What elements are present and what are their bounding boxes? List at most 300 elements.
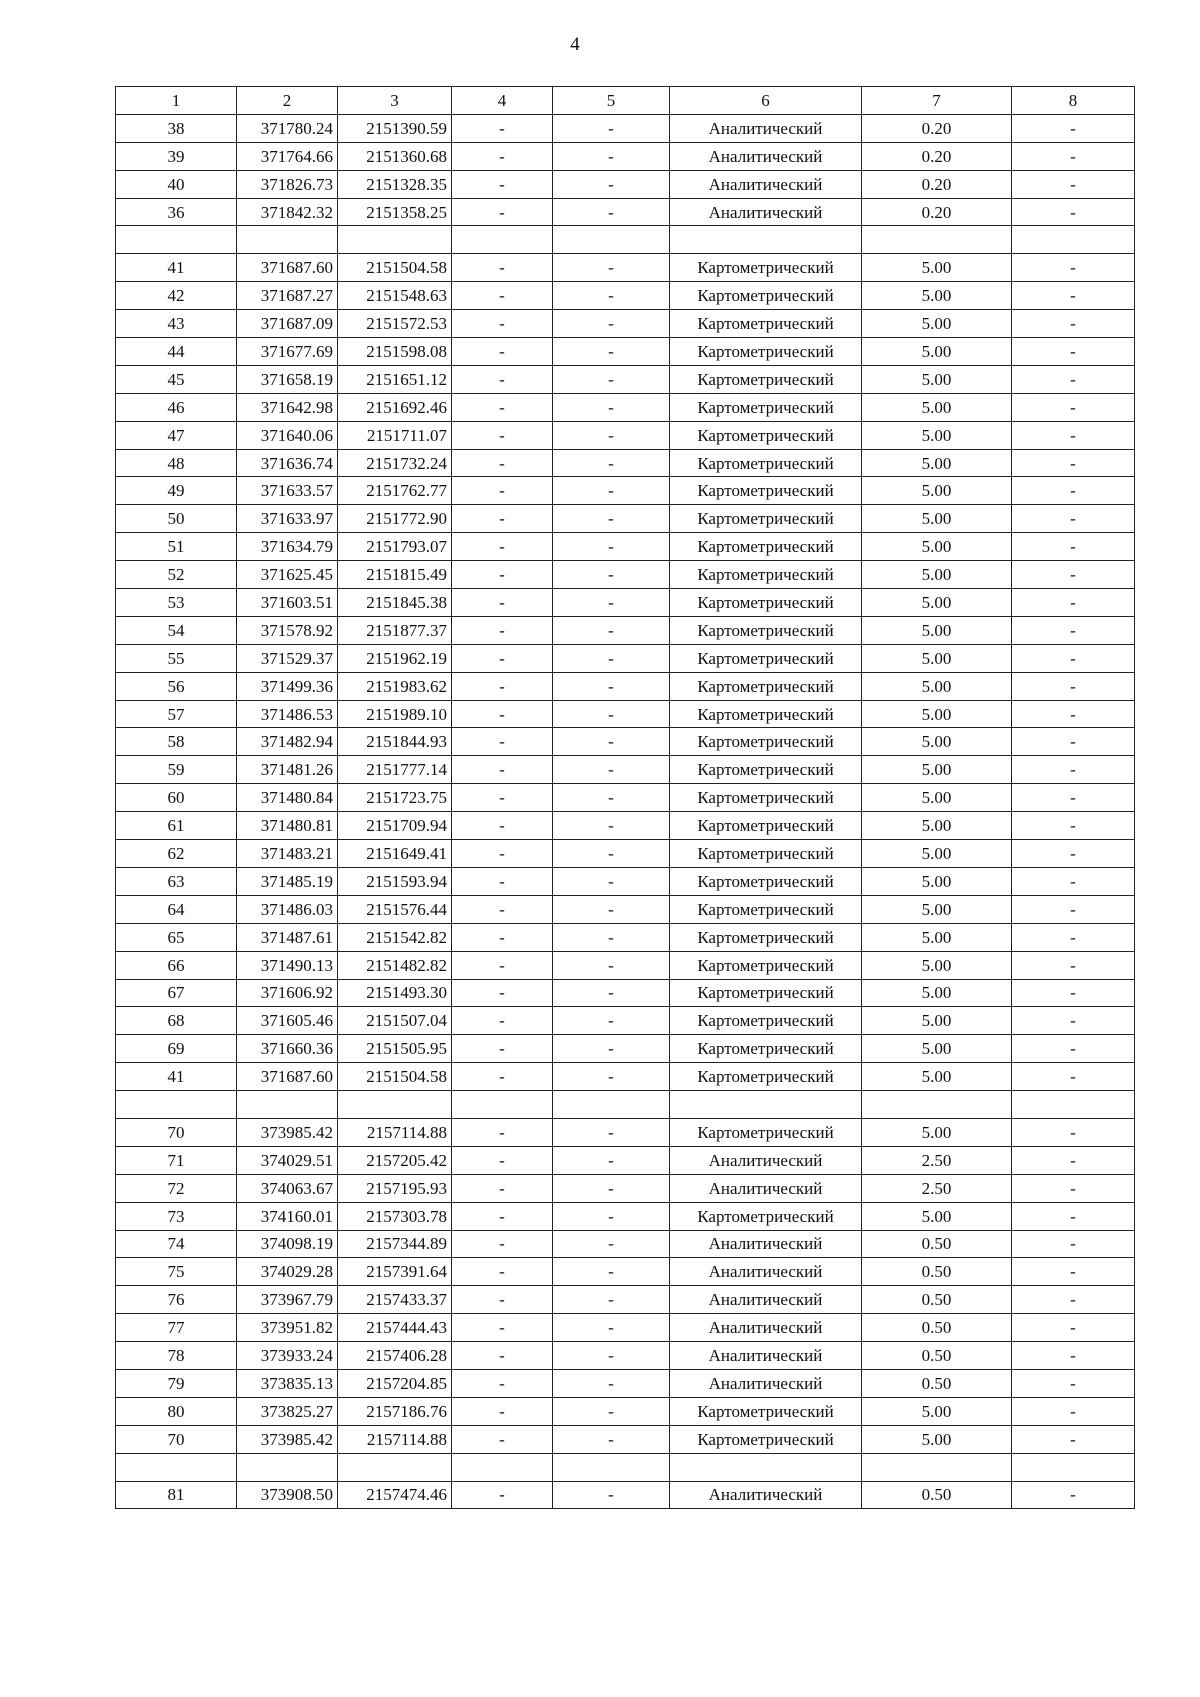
table-row [116,1453,1135,1481]
table-cell-col-2: 371606.92 [237,979,338,1007]
table-cell-col-6: Картометрический [670,310,862,338]
table-cell-col-1: 65 [116,923,237,951]
table-cell-col-2: 371480.84 [237,784,338,812]
table-cell-col-1: 45 [116,365,237,393]
table-cell-col-6: Картометрический [670,282,862,310]
table-cell-col-4: - [452,923,553,951]
table-row [116,923,1135,951]
table-row [116,533,1135,561]
table-cell-col-4: - [452,589,553,617]
table-cell-col-8: - [1012,310,1135,338]
table-row [116,1397,1135,1425]
table-cell-col-8: - [1012,477,1135,505]
table-row [116,672,1135,700]
table-cell-col-2: 371485.19 [237,867,338,895]
table-cell-col-4: - [452,1007,553,1035]
table-cell-col-1: 44 [116,338,237,366]
table-cell-col-4: - [452,561,553,589]
table-cell-col-7: 5.00 [862,979,1012,1007]
table-cell-col-3: 2151493.30 [338,979,452,1007]
table-cell-col-2: 371687.27 [237,282,338,310]
table-cell-col-7: 5.00 [862,254,1012,282]
table-cell-col-2: 371687.60 [237,254,338,282]
table-cell-col-1: 78 [116,1342,237,1370]
table-cell-col-4 [452,1453,553,1481]
table-cell-col-5: - [553,198,670,226]
table-row [116,616,1135,644]
table-cell-col-7: 5.00 [862,310,1012,338]
table-cell-col-4: - [452,421,553,449]
table-cell-col-8: - [1012,170,1135,198]
table-cell-col-1: 74 [116,1230,237,1258]
table-cell-col-5: - [553,756,670,784]
table-cell-col-8: - [1012,923,1135,951]
table-cell-col-4: - [452,1286,553,1314]
table-cell-col-6: Картометрический [670,477,862,505]
table-cell-col-2: 371482.94 [237,728,338,756]
table-cell-col-5: - [553,784,670,812]
table-cell-col-8: - [1012,951,1135,979]
table-cell-col-8: - [1012,338,1135,366]
table-cell-col-2: 371603.51 [237,589,338,617]
table-cell-col-5: - [553,1174,670,1202]
table-cell-col-4: - [452,1258,553,1286]
table-cell-col-6: Картометрический [670,812,862,840]
table-cell-col-3: 2151328.35 [338,170,452,198]
table-cell-col-3: 2151482.82 [338,951,452,979]
page-number: 4 [570,34,580,55]
table-cell-col-2: 371483.21 [237,840,338,868]
table-cell-col-5: - [553,282,670,310]
table-cell-col-6: Картометрический [670,700,862,728]
table-cell-col-4: - [452,700,553,728]
table-cell-col-6: Аналитический [670,170,862,198]
table-cell-col-4: - [452,310,553,338]
table-cell-col-4: - [452,895,553,923]
table-cell-col-3: 2151989.10 [338,700,452,728]
table-cell-col-3: 2151772.90 [338,505,452,533]
table-cell-col-4 [452,1091,553,1119]
table-cell-col-4: - [452,1174,553,1202]
table-cell-col-5: - [553,142,670,170]
table-cell-col-5: - [553,477,670,505]
table-cell-col-5: - [553,1314,670,1342]
table-cell-col-5: - [553,170,670,198]
table-row [116,1314,1135,1342]
table-cell-col-8: - [1012,756,1135,784]
table-row [116,951,1135,979]
table-cell-col-5: - [553,1063,670,1091]
table-cell-col-2: 371660.36 [237,1035,338,1063]
table-cell-col-6: Картометрический [670,449,862,477]
table-cell-col-1 [116,1091,237,1119]
table-cell-col-1: 56 [116,672,237,700]
table-cell-col-5: - [553,338,670,366]
table-cell-col-8: - [1012,1035,1135,1063]
table-cell-col-4: - [452,784,553,812]
table-cell-col-3: 2157474.46 [338,1481,452,1509]
table-cell-col-1: 55 [116,644,237,672]
table-cell-col-6: Картометрический [670,979,862,1007]
table-cell-col-7: 0.50 [862,1481,1012,1509]
table-cell-col-6: Картометрический [670,338,862,366]
table-cell-col-1: 49 [116,477,237,505]
table-cell-col-1: 77 [116,1314,237,1342]
table-cell-col-8: - [1012,1146,1135,1174]
table-cell-col-4 [452,226,553,254]
table-cell-col-8: - [1012,1258,1135,1286]
table-row [116,812,1135,840]
table-row [116,1174,1135,1202]
table-cell-col-1: 80 [116,1397,237,1425]
table-cell-col-2: 371487.61 [237,923,338,951]
table-cell-col-1: 63 [116,867,237,895]
table-cell-col-5: - [553,812,670,840]
table-cell-col-5: - [553,979,670,1007]
table-cell-col-5: - [553,1035,670,1063]
table-cell-col-1: 53 [116,589,237,617]
table-cell-col-6: Картометрический [670,1063,862,1091]
table-cell-col-7: 5.00 [862,923,1012,951]
table-cell-col-2: 371499.36 [237,672,338,700]
column-header-7: 7 [862,87,1012,115]
table-cell-col-3: 2157114.88 [338,1425,452,1453]
table-cell-col-8: - [1012,1425,1135,1453]
table-row [116,979,1135,1007]
table-cell-col-6: Аналитический [670,1286,862,1314]
table-cell-col-8: - [1012,700,1135,728]
table-cell-col-5: - [553,1425,670,1453]
table-row [116,867,1135,895]
table-cell-col-1: 64 [116,895,237,923]
table-row [116,310,1135,338]
table-cell-col-1: 41 [116,254,237,282]
table-cell-col-4: - [452,477,553,505]
table-cell-col-7: 5.00 [862,505,1012,533]
table-cell-col-6 [670,1453,862,1481]
table-cell-col-8: - [1012,867,1135,895]
table-row [116,840,1135,868]
table-cell-col-7: 5.00 [862,616,1012,644]
table-cell-col-5: - [553,1481,670,1509]
table-cell-col-6: Аналитический [670,142,862,170]
table-cell-col-4: - [452,114,553,142]
table-cell-col-6: Картометрический [670,1425,862,1453]
table-cell-col-5: - [553,1397,670,1425]
table-cell-col-6: Картометрический [670,840,862,868]
table-cell-col-6: Картометрический [670,254,862,282]
table-cell-col-8: - [1012,1369,1135,1397]
table-cell-col-1: 71 [116,1146,237,1174]
table-cell-col-5: - [553,449,670,477]
table-cell-col-6: Картометрический [670,756,862,784]
table-cell-col-8: - [1012,449,1135,477]
table-cell-col-4: - [452,756,553,784]
table-cell-col-3: 2157186.76 [338,1397,452,1425]
table-cell-col-6: Аналитический [670,1258,862,1286]
table-row [116,700,1135,728]
table-cell-col-1: 73 [116,1202,237,1230]
table-cell-col-1: 69 [116,1035,237,1063]
table-cell-col-5: - [553,533,670,561]
table-cell-col-8: - [1012,198,1135,226]
table-cell-col-8: - [1012,393,1135,421]
table-cell-col-6: Картометрический [670,1118,862,1146]
table-cell-col-5: - [553,951,670,979]
table-cell-col-3: 2151777.14 [338,756,452,784]
table-cell-col-8: - [1012,1202,1135,1230]
table-cell-col-4: - [452,979,553,1007]
table-cell-col-8: - [1012,1007,1135,1035]
table-row [116,1035,1135,1063]
table-cell-col-6: Картометрический [670,533,862,561]
table-cell-col-4: - [452,951,553,979]
table-cell-col-4: - [452,505,553,533]
table-cell-col-4: - [452,1425,553,1453]
table-row [116,142,1135,170]
table-cell-col-5: - [553,1118,670,1146]
table-cell-col-3 [338,226,452,254]
table-cell-col-8: - [1012,616,1135,644]
table-row [116,114,1135,142]
table-cell-col-7: 5.00 [862,784,1012,812]
table-cell-col-1: 70 [116,1118,237,1146]
table-cell-col-8: - [1012,644,1135,672]
table-cell-col-3: 2157204.85 [338,1369,452,1397]
table-cell-col-7: 0.50 [862,1258,1012,1286]
table-cell-col-6: Аналитический [670,1314,862,1342]
table-cell-col-7: 5.00 [862,700,1012,728]
table-cell-col-2: 371605.46 [237,1007,338,1035]
table-cell-col-3: 2157344.89 [338,1230,452,1258]
table-cell-col-5: - [553,867,670,895]
table-cell-col-7: 5.00 [862,589,1012,617]
column-header-8: 8 [1012,87,1135,115]
table-cell-col-6 [670,226,862,254]
table-cell-col-6: Картометрический [670,867,862,895]
table-cell-col-1: 47 [116,421,237,449]
table-row [116,338,1135,366]
table-cell-col-2 [237,1453,338,1481]
table-cell-col-2: 371486.53 [237,700,338,728]
table-cell-col-6: Картометрический [670,561,862,589]
table-cell-col-8: - [1012,812,1135,840]
table-cell-col-4: - [452,282,553,310]
table-cell-col-1: 51 [116,533,237,561]
table-cell-col-1: 76 [116,1286,237,1314]
table-cell-col-7: 5.00 [862,561,1012,589]
table-cell-col-7: 5.00 [862,421,1012,449]
table-cell-col-5: - [553,1369,670,1397]
table-cell-col-2: 371764.66 [237,142,338,170]
table-cell-col-5: - [553,1286,670,1314]
table-cell-col-7: 0.50 [862,1342,1012,1370]
table-cell-col-6: Картометрический [670,1035,862,1063]
table-cell-col-7 [862,226,1012,254]
table-cell-col-6: Аналитический [670,198,862,226]
table-cell-col-2: 371481.26 [237,756,338,784]
table-cell-col-5: - [553,1342,670,1370]
table-cell-col-2: 371658.19 [237,365,338,393]
table-row [116,728,1135,756]
table-cell-col-5 [553,226,670,254]
table-cell-col-8: - [1012,505,1135,533]
table-cell-col-2: 374029.51 [237,1146,338,1174]
table-row [116,1425,1135,1453]
table-row [116,449,1135,477]
table-cell-col-6: Картометрический [670,644,862,672]
table-cell-col-5: - [553,114,670,142]
table-cell-col-1: 41 [116,1063,237,1091]
table-row [116,1230,1135,1258]
table-cell-col-3: 2151723.75 [338,784,452,812]
table-cell-col-7: 5.00 [862,1397,1012,1425]
table-cell-col-7: 2.50 [862,1146,1012,1174]
table-cell-col-4: - [452,1397,553,1425]
table-cell-col-7: 5.00 [862,449,1012,477]
table-cell-col-2: 371842.32 [237,198,338,226]
table-cell-col-8: - [1012,561,1135,589]
column-header-5: 5 [553,87,670,115]
table-cell-col-6: Аналитический [670,1342,862,1370]
column-header-6: 6 [670,87,862,115]
table-cell-col-8: - [1012,728,1135,756]
table-cell-col-3: 2157433.37 [338,1286,452,1314]
table-cell-col-4: - [452,254,553,282]
table-cell-col-3: 2157303.78 [338,1202,452,1230]
table-cell-col-7: 0.20 [862,142,1012,170]
table-cell-col-5: - [553,616,670,644]
table-cell-col-8: - [1012,1063,1135,1091]
table-cell-col-3: 2151390.59 [338,114,452,142]
table-cell-col-1: 68 [116,1007,237,1035]
table-cell-col-7: 0.50 [862,1286,1012,1314]
table-cell-col-4: - [452,1481,553,1509]
table-row [116,1342,1135,1370]
table-cell-col-8 [1012,226,1135,254]
table-cell-col-1: 38 [116,114,237,142]
table-cell-col-2: 371633.97 [237,505,338,533]
table-cell-col-2 [237,226,338,254]
table-cell-col-5: - [553,700,670,728]
table-cell-col-3: 2157205.42 [338,1146,452,1174]
table-cell-col-1 [116,1453,237,1481]
table-cell-col-8: - [1012,784,1135,812]
table-cell-col-7: 2.50 [862,1174,1012,1202]
table-cell-col-7: 5.00 [862,1035,1012,1063]
table-cell-col-7: 0.50 [862,1230,1012,1258]
table-cell-col-3: 2151507.04 [338,1007,452,1035]
table-cell-col-6: Картометрический [670,1397,862,1425]
table-cell-col-7: 5.00 [862,1007,1012,1035]
table-cell-col-2: 374063.67 [237,1174,338,1202]
table-row [116,226,1135,254]
table-cell-col-1: 66 [116,951,237,979]
table-cell-col-3: 2157406.28 [338,1342,452,1370]
table-cell-col-4: - [452,812,553,840]
table-cell-col-5: - [553,923,670,951]
table-cell-col-5: - [553,1007,670,1035]
table-cell-col-1: 62 [116,840,237,868]
table-cell-col-2: 371687.60 [237,1063,338,1091]
table-cell-col-4: - [452,1369,553,1397]
table-cell-col-6: Картометрический [670,616,862,644]
table-cell-col-2: 371578.92 [237,616,338,644]
table-cell-col-5: - [553,365,670,393]
table-cell-col-2: 371480.81 [237,812,338,840]
table-cell-col-2: 373835.13 [237,1369,338,1397]
table-cell-col-5: - [553,310,670,338]
column-header-1: 1 [116,87,237,115]
table-cell-col-3: 2151845.38 [338,589,452,617]
table-cell-col-2: 374160.01 [237,1202,338,1230]
table-cell-col-3: 2157114.88 [338,1118,452,1146]
table-cell-col-4: - [452,1063,553,1091]
table-cell-col-4: - [452,867,553,895]
table-cell-col-5: - [553,421,670,449]
table-row [116,1146,1135,1174]
table-cell-col-2: 371677.69 [237,338,338,366]
table-cell-col-5: - [553,840,670,868]
table-cell-col-8: - [1012,365,1135,393]
table-cell-col-3: 2151576.44 [338,895,452,923]
table-row [116,1369,1135,1397]
table-cell-col-4: - [452,365,553,393]
table-cell-col-6: Картометрический [670,728,862,756]
table-row [116,282,1135,310]
table-cell-col-7: 5.00 [862,282,1012,310]
table-row [116,1091,1135,1119]
table-cell-col-1: 79 [116,1369,237,1397]
table-cell-col-3: 2151360.68 [338,142,452,170]
table-cell-col-2: 373985.42 [237,1118,338,1146]
table-cell-col-3: 2151548.63 [338,282,452,310]
table-cell-col-3: 2151593.94 [338,867,452,895]
table-cell-col-3 [338,1453,452,1481]
table-row [116,561,1135,589]
table-cell-col-7: 0.50 [862,1314,1012,1342]
table-cell-col-4: - [452,338,553,366]
column-header-3: 3 [338,87,452,115]
table-cell-col-3: 2157444.43 [338,1314,452,1342]
table-cell-col-6: Картометрический [670,1007,862,1035]
table-row [116,644,1135,672]
table-cell-col-6: Картометрический [670,393,862,421]
table-cell-col-2: 371687.09 [237,310,338,338]
table-cell-col-7: 5.00 [862,477,1012,505]
table-cell-col-7: 5.00 [862,672,1012,700]
table-cell-col-3: 2157195.93 [338,1174,452,1202]
table-cell-col-7: 5.00 [862,338,1012,366]
table-cell-col-7: 5.00 [862,1063,1012,1091]
table-cell-col-3: 2151762.77 [338,477,452,505]
table-row [116,1007,1135,1035]
table-cell-col-2: 371634.79 [237,533,338,561]
table-cell-col-8: - [1012,1314,1135,1342]
table-cell-col-1: 60 [116,784,237,812]
table-cell-col-7: 5.00 [862,812,1012,840]
table-cell-col-6: Аналитический [670,1369,862,1397]
table-cell-col-4: - [452,533,553,561]
table-cell-col-4: - [452,393,553,421]
coordinates-table [115,86,1135,1509]
table-cell-col-3: 2151505.95 [338,1035,452,1063]
table-row [116,895,1135,923]
table-cell-col-8: - [1012,114,1135,142]
table-row [116,198,1135,226]
table-cell-col-3: 2151844.93 [338,728,452,756]
table-cell-col-3: 2151793.07 [338,533,452,561]
